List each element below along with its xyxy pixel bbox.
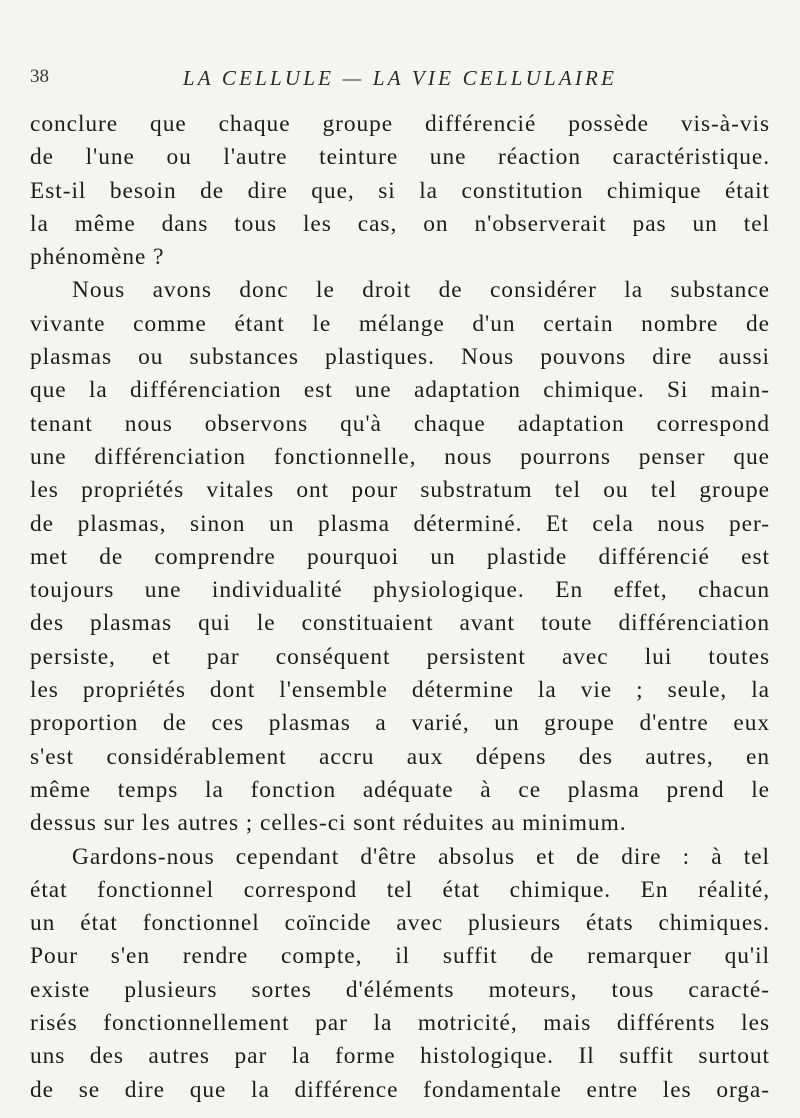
text-line: des plasmas qui le constituaient avant toute différenciation	[30, 610, 770, 637]
text-line: que la différenciation est une adaptation chimique. Si main-	[30, 377, 770, 404]
text-line: persiste, et par conséquent persistent avec lui toutes	[30, 643, 770, 670]
text-line: plasmas ou substances plastiques. Nous pouvons dire aussi	[30, 344, 770, 371]
text-line: s'est considérablement accru aux dépens des autres, en	[30, 743, 770, 770]
text-line: uns des autres par la forme histologique. Il suffit surtout	[30, 1043, 770, 1070]
text-line: Est-il besoin de dire que, si la constitution chimique était	[30, 177, 770, 204]
page-number: 38	[30, 66, 49, 87]
text-line: même temps la fonction adéquate à ce plasma prend le	[30, 776, 770, 803]
text-line: de se dire que la différence fondamentale entre les orga-	[30, 1076, 770, 1103]
text-line: un état fonctionnel coïncide avec plusieurs états chimiques.	[30, 910, 770, 937]
text-line: risés fonctionnellement par la motricité, mais différents les	[30, 1010, 770, 1037]
text-line: toujours une individualité physiologique. En effet, chacun	[30, 577, 770, 604]
text-line: la même dans tous les cas, on n'observerait pas un tel	[30, 210, 770, 237]
text-line: dessus sur les autres ; celles-ci sont réduites au minimum.	[30, 810, 627, 837]
text-line: Pour s'en rendre compte, il suffit de remarquer qu'il	[30, 943, 770, 970]
text-line: tenant nous observons qu'à chaque adaptation correspond	[30, 410, 770, 437]
text-line: de plasmas, sinon un plasma déterminé. Et cela nous per-	[30, 510, 770, 537]
text-line: état fonctionnel correspond tel état chimique. En réalité,	[30, 876, 770, 903]
text-line: Nous avons donc le droit de considérer la substance	[72, 277, 770, 304]
text-line: existe plusieurs sortes d'éléments moteurs, tous caracté-	[30, 976, 770, 1003]
text-line: conclure que chaque groupe différencié possède vis-à-vis	[30, 111, 770, 137]
body-text	[30, 108, 770, 1107]
running-head: LA CELLULE — LA VIE CELLULAIRE	[182, 66, 618, 90]
text-line: Gardons-nous cependant d'être absolus et de dire : à tel	[72, 843, 770, 870]
text-line: phénomène ?	[30, 244, 165, 271]
text-line: une différenciation fonctionnelle, nous pourrons penser que	[30, 443, 770, 470]
page-header	[30, 66, 770, 92]
text-line: proportion de ces plasmas a varié, un groupe d'entre eux	[30, 710, 770, 737]
text-line: met de comprendre pourquoi un plastide différencié est	[30, 543, 770, 570]
text-line: vivante comme étant le mélange d'un certain nombre de	[30, 310, 770, 337]
text-line: les propriétés vitales ont pour substratum tel ou tel groupe	[30, 477, 770, 504]
text-line: les propriétés dont l'ensemble détermine la vie ; seule, la	[30, 677, 770, 704]
text-line: de l'une ou l'autre teinture une réaction caractéristique.	[30, 144, 770, 171]
